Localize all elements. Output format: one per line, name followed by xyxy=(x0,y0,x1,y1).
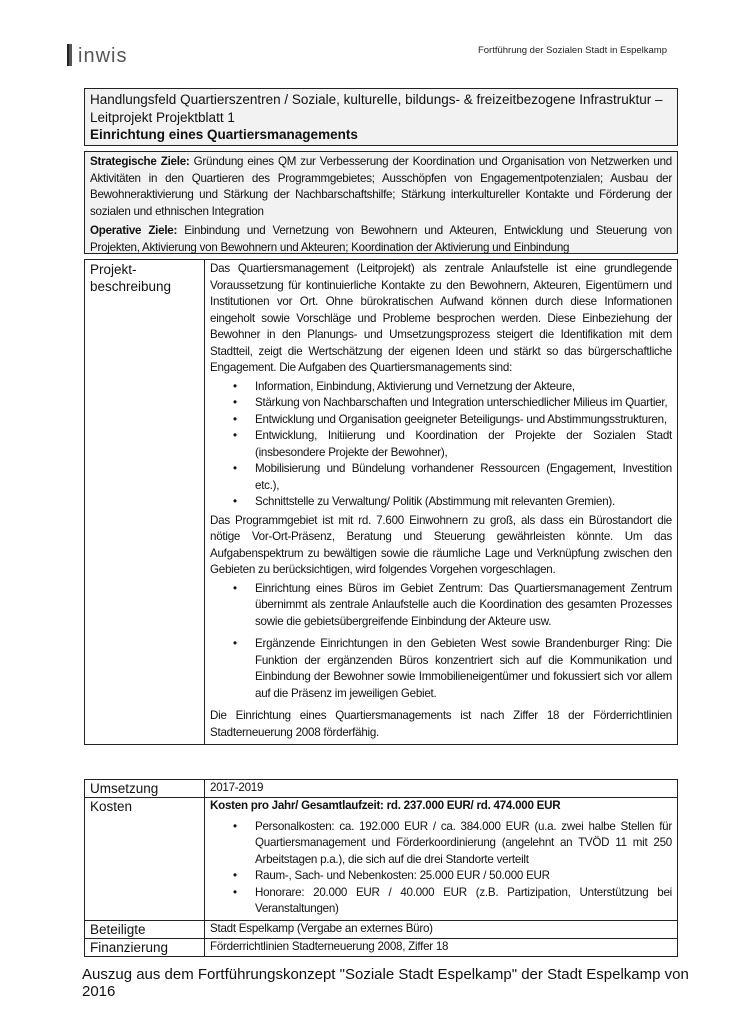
list-item: • Einrichtung eines Büros im Gebiet Zentrum: Das Quartiersmanagement Zentrum übernimmt als zentrale Anlaufstelle auch die Koordination des gesamten Prozesses sowie die gebietsübergreifende Einbindung der Akteure usw. xyxy=(210,581,672,631)
umsetzung-label: Umsetzung xyxy=(85,780,205,798)
kosten-headline: Kosten pro Jahr/ Gesamtlaufzeit: rd. 237.000 EUR/ rd. 474.000 EUR xyxy=(210,799,561,812)
task-list xyxy=(210,379,672,511)
list-item: • Entwicklung und Organisation geeigneter Beteiligungs- und Abstimmungsstrukturen, xyxy=(210,412,672,429)
description-middle: Das Programmgebiet ist mit rd. 7.600 Einwohnern zu groß, als dass ein Bürostandort die nötige Vor-Ort-Präsenz, Beratung und Steuerung gewährleisten könnte. Um das Aufgabenspektrum zu bewältigen sowie die räumliche Lage und Verknüpfung zwischen den Gebieten zu berücksichtigen, wird folgendes Vorgehen vorgeschlagen. xyxy=(210,513,672,576)
goals-box xyxy=(84,151,678,254)
operative-label: Operative Ziele: xyxy=(90,224,178,237)
strategic-label: Strategische Ziele: xyxy=(90,155,190,168)
project-name: Einrichtung eines Quartiersmanagements xyxy=(90,127,358,142)
description-table xyxy=(84,259,678,745)
kosten-label: Kosten xyxy=(85,798,205,921)
finanzierung-value: Förderrichtlinien Stadterneuerung 2008, Ziffer 18 xyxy=(205,938,678,956)
beteiligte-label: Beteiligte xyxy=(85,920,205,938)
umsetzung-value: 2017-2019 xyxy=(205,780,678,798)
list-item: • Information, Einbindung, Aktivierung und Vernetzung der Akteure, xyxy=(210,379,672,396)
list-item: • Raum-, Sach- und Nebenkosten: 25.000 EUR / 50.000 EUR xyxy=(210,868,672,885)
strategic-text: Gründung eines QM zur Verbesserung der Koordination und Organisation von Netzwerken und Aktivitäten in den Quartieren des Programmgebietes; Ausschöpfen von Engagementpotenzialen; Ausbau der Bewohneraktivierung und Stärkung der Nachbarschaftshilfe; Stärkung interkultureller Kontakte und Förderung der sozialen und ethnischen Integration xyxy=(90,155,672,218)
description-closing: Die Einrichtung eines Quartiersmanagements ist nach Ziffer 18 der Förderrichtlinien Stadterneuerung 2008 förderfähig. xyxy=(210,709,672,739)
beteiligte-value: Stadt Espelkamp (Vergabe an externes Büro) xyxy=(205,920,678,938)
finanzierung-label: Finanzierung xyxy=(85,938,205,956)
step-list xyxy=(210,581,672,703)
list-item: • Honorare: 20.000 EUR / 40.000 EUR (z.B. Partizipation, Unterstützung bei Veranstaltungen) xyxy=(210,885,672,918)
description-label: Projekt-beschreibung xyxy=(85,260,205,745)
list-item: • Ergänzende Einrichtungen in den Gebieten West sowie Brandenburger Ring: Die Funktion der ergänzenden Büros konzentriert sich auf die Kommunikation und Einbindung der Bewohner sowie Immobilieneigentümer und fokussiert sich vor allem auf die Präsenz im jeweiligen Gebiet. xyxy=(210,636,672,702)
running-title: Fortführung der Sozialen Stadt in Espelkamp xyxy=(477,45,667,56)
operative-text: Einbindung und Vernetzung von Bewohnern und Akteuren, Entwicklung und Steuerung von Projekten, Aktivierung von Bewohnern und Akteuren; Koordination der Aktivierung und Einbindung xyxy=(90,224,673,254)
list-item: • Personalkosten: ca. 192.000 EUR / ca. 384.000 EUR (u.a. zwei halbe Stellen für Quartiersmanagement und Förderkoordinierung (angelehnt an TVÖD 11 mit 250 Arbeitstagen p.a.), die sich auf die drei Standorte verteilt xyxy=(210,819,672,869)
caption: Auszug aus dem Fortführungskonzept "Soziale Stadt Espelkamp" der Stadt Espelkamp von 2016 xyxy=(82,966,689,1000)
list-item: • Mobilisierung und Bündelung vorhandener Ressourcen (Engagement, Investition etc.), xyxy=(210,461,672,494)
kosten-value xyxy=(205,798,678,921)
description-body xyxy=(205,260,678,745)
list-item: • Stärkung von Nachbarschaften und Integration unterschiedlicher Milieus im Quartier, xyxy=(210,395,672,412)
strategic-goals xyxy=(90,154,672,220)
field-title: Handlungsfeld Quartierszentren / Soziale, kulturelle, bildungs- & freizeitbezogene Infrastruktur – Leitprojekt Projektblatt 1 xyxy=(90,92,663,125)
details-table xyxy=(84,779,678,957)
logo-text: inwis xyxy=(78,45,128,67)
list-item: • Entwicklung, Initiierung und Koordination der Projekte der Sozialen Stadt (insbesondere Projekte der Bewohner), xyxy=(210,428,672,461)
logo-mark-icon xyxy=(67,44,72,66)
operative-goals xyxy=(90,223,672,256)
project-title-box xyxy=(84,88,678,146)
inwis-logo xyxy=(67,44,127,66)
description-intro: Das Quartiersmanagement (Leitprojekt) als zentrale Anlaufstelle ist eine grundlegende Voraussetzung für kontinuierliche Kontakte zu den Bewohnern, Akteuren, Eigentümern und Institutionen vor Ort. Ohne bürokratischen Aufwand können durch diese Informationen eingeholt sowie Vorschläge und Probleme besprochen werden. Diese Einbeziehung der Bewohner in den Planungs- und Umsetzungsprozess steigert die Identifikation mit dem Stadtteil, zeigt die Wertschätzung der eigenen Ideen und stärkt so das bürgerschaftliche Engagement. Die Aufgaben des Quartiersmanagements sind: xyxy=(210,262,672,374)
list-item: • Schnittstelle zu Verwaltung/ Politik (Abstimmung mit relevanten Gremien). xyxy=(210,494,672,511)
kosten-list xyxy=(210,819,672,918)
